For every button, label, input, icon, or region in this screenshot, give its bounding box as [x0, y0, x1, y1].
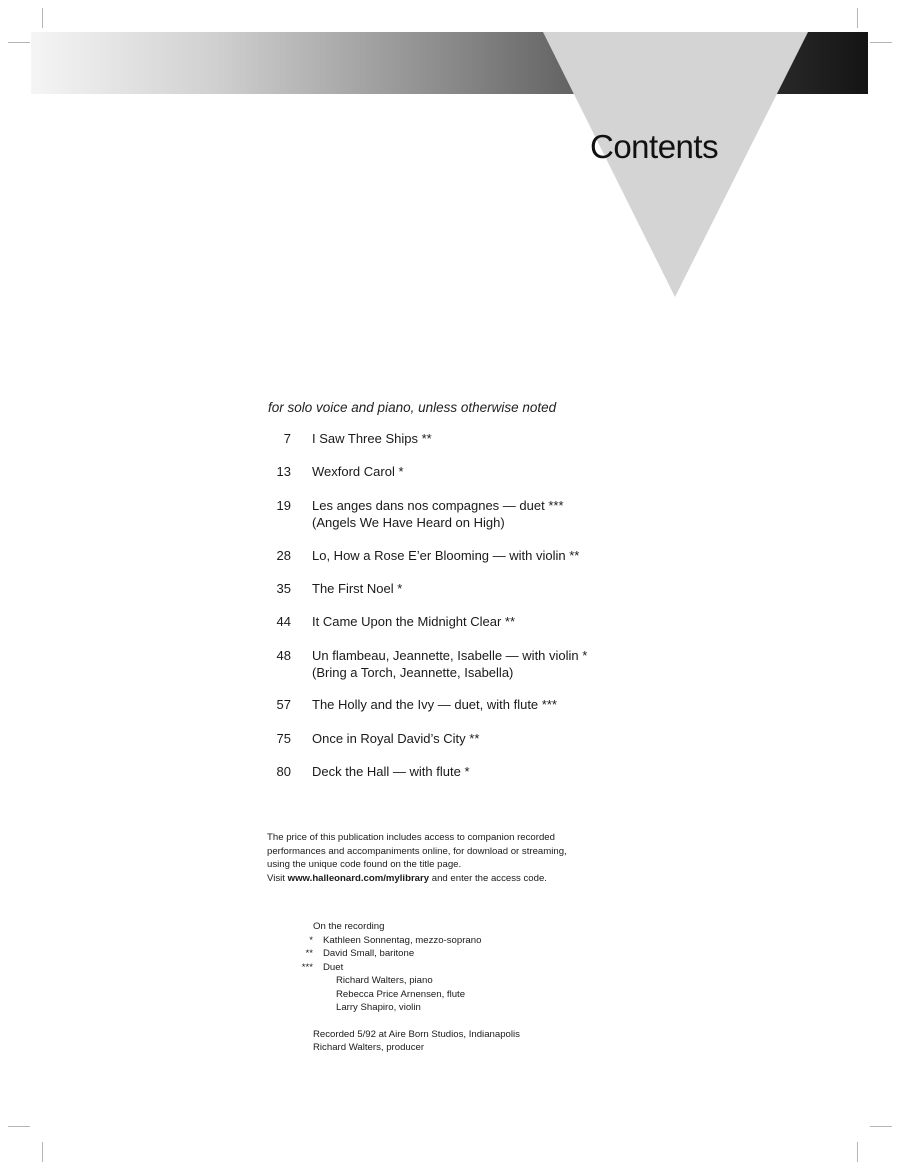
subtitle: for solo voice and piano, unless otherwise noted [268, 400, 557, 415]
asterisk-mark: * [309, 934, 313, 946]
toc-title-line: (Bring a Torch, Jeannette, Isabella) [312, 664, 514, 680]
crop-mark [857, 1142, 858, 1162]
cast-name: Kathleen Sonnentag, mezzo-soprano [323, 934, 482, 946]
toc-title-line: Deck the Hall — with flute * [312, 764, 470, 779]
toc-title-line: Wexford Carol * [312, 464, 404, 479]
toc-title [312, 697, 672, 714]
note-visit: Visit [267, 872, 288, 884]
toc-title [312, 581, 672, 598]
header-banner [0, 0, 900, 310]
toc-title-line: The First Noel * [312, 581, 403, 596]
cast-item [305, 947, 520, 961]
recording-credits [301, 920, 520, 1055]
crop-mark [870, 1126, 892, 1127]
toc-title [312, 648, 672, 681]
toc-title-line: Once in Royal David’s City ** [312, 731, 480, 746]
note-access: and enter the access code. [429, 872, 547, 884]
toc-title [312, 498, 672, 531]
crop-mark [42, 1142, 43, 1162]
toc-page-number: 7 [283, 431, 291, 446]
note-line: using the unique code found on the title page. [267, 859, 462, 870]
note-line [267, 872, 647, 886]
toc-title [312, 464, 672, 481]
access-note [267, 831, 647, 885]
asterisk-mark: *** [301, 961, 313, 973]
musician-item: Richard Walters, piano [336, 975, 433, 986]
toc-page-number: 35 [276, 581, 291, 596]
cast-name: Duet [323, 961, 344, 973]
toc-title [312, 614, 672, 631]
crop-mark [8, 1126, 30, 1127]
toc-title [312, 731, 672, 748]
toc-title-line: Lo, How a Rose E’er Blooming — with violin ** [312, 548, 580, 563]
toc-page-number: 57 [276, 697, 291, 712]
toc-title-line: Un flambeau, Jeannette, Isabelle — with violin * [312, 648, 588, 663]
library-url[interactable]: www.halleonard.com/mylibrary [287, 872, 430, 884]
toc-title-line: Les anges dans nos compagnes — duet *** [312, 498, 564, 513]
toc-title [312, 764, 672, 781]
note-line: The price of this publication includes access to companion recorded [267, 832, 555, 843]
cast-item [301, 961, 520, 975]
toc-title-line: It Came Upon the Midnight Clear ** [312, 614, 516, 629]
recording-heading: On the recording [313, 921, 385, 932]
cast-name: David Small, baritone [323, 948, 415, 959]
toc-title-line: (Angels We Have Heard on High) [312, 514, 505, 530]
cast-list [301, 934, 520, 975]
musician-item: Larry Shapiro, violin [336, 1002, 421, 1013]
recording-location: Recorded 5/92 at Aire Born Studios, Indianapolis [313, 1028, 520, 1040]
toc-page-number: 28 [276, 548, 291, 563]
toc-page-number: 44 [276, 614, 291, 629]
toc-title-line: I Saw Three Ships ** [312, 431, 432, 446]
toc-page-number: 13 [276, 464, 291, 479]
toc-title-line: The Holly and the Ivy — duet, with flute *** [312, 697, 557, 712]
musician-item: Rebecca Price Arnensen, flute [336, 988, 466, 1000]
toc-title [312, 548, 672, 565]
asterisk-mark: ** [305, 948, 313, 959]
toc-page-number: 80 [276, 764, 291, 779]
note-line: performances and accompaniments online, for download or streaming, [267, 845, 567, 857]
producer-credit: Richard Walters, producer [313, 1042, 425, 1053]
toc-title [312, 431, 672, 448]
cast-item [309, 934, 520, 948]
toc-page-number: 48 [276, 648, 291, 663]
toc-page-number: 75 [276, 731, 291, 746]
musician-list [313, 974, 520, 1015]
page-title: Contents [590, 128, 719, 165]
toc-page-number: 19 [276, 498, 291, 513]
